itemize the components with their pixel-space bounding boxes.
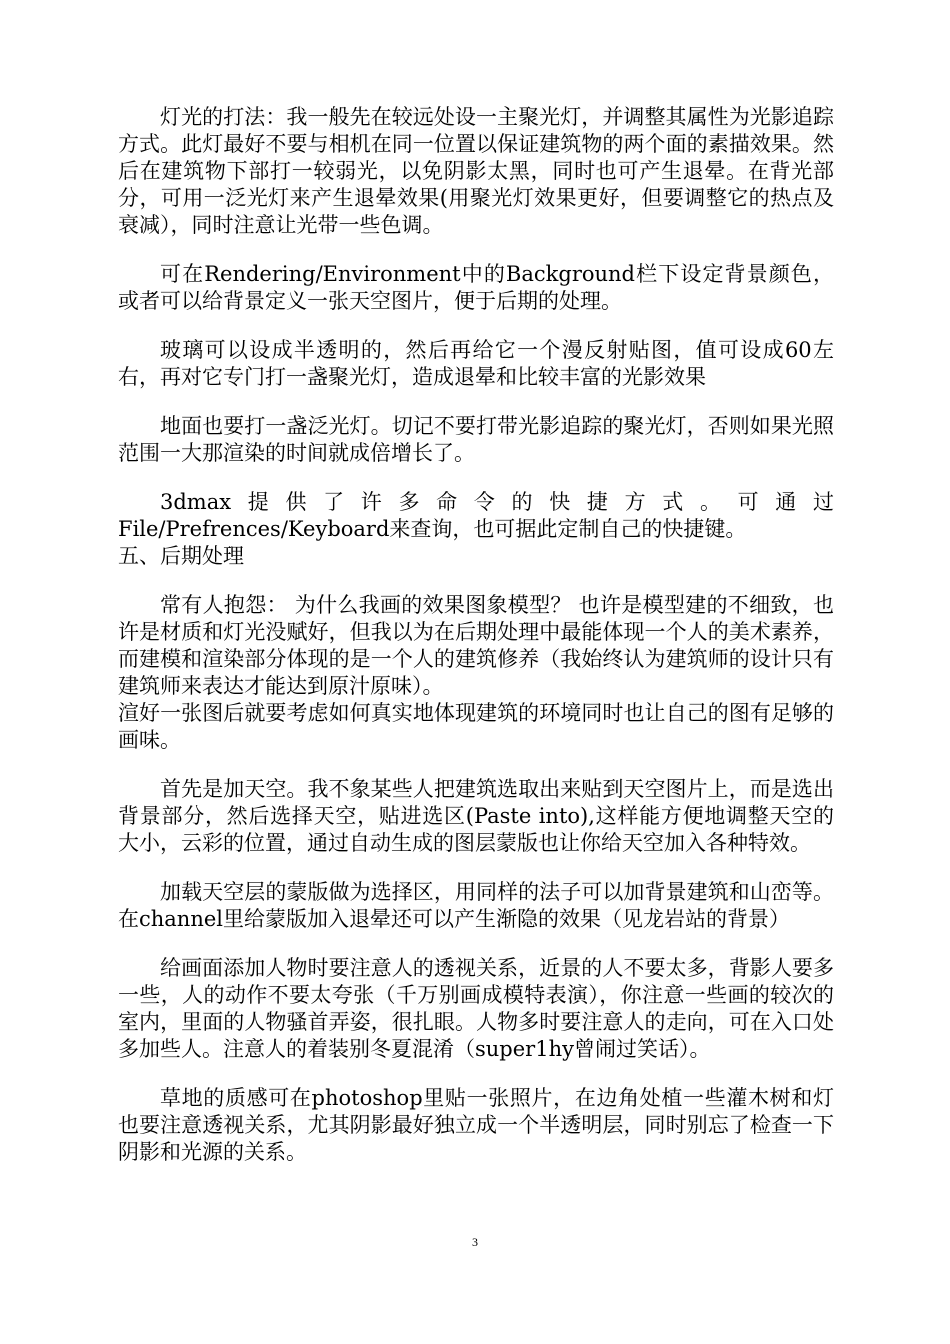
paragraph-sky: 首先是加天空。我不象某些人把建筑选取出来贴到天空图片上，而是选出背景部分，然后选择天空，贴进选区(Paste into),这样能方便地调整天空的大小，云彩的位置，通过自动生成的图层蒙版也让你给天空加入各种特效。 bbox=[118, 777, 834, 855]
paragraph-people: 给画面添加人物时要注意人的透视关系，近景的人不要太多，背影人要多一些，人的动作不要太夸张（千万别画成模特表演），你注意一些画的较次的室内，里面的人物骚首弄姿，很扎眼。人物多时要注意人的走向，可在入口处多加些人。注意人的着装别冬夏混淆（super1hy曾闹过笑话）。 bbox=[118, 956, 834, 1061]
page-content bbox=[118, 104, 834, 1188]
paragraph-lighting: 灯光的打法：我一般先在较远处设一主聚光灯，并调整其属性为光影追踪方式。此灯最好不要与相机在同一位置以保证建筑物的两个面的素描效果。然后在建筑物下部打一较弱光，以免阴影太黑，同时也可产生退晕。在背光部分，可用一泛光灯来产生退晕效果(用聚光灯效果更好，但要调整它的热点及衰减），同时注意让光带一些色调。 bbox=[118, 105, 834, 237]
paragraph-shortcuts: 3dmax提供了许多命令的快捷方式。可通过File/Prefrences/Keyboard来查询，也可据此定制自己的快捷键。 bbox=[118, 490, 834, 541]
page-number: 3 bbox=[472, 1235, 478, 1249]
paragraph-mask: 加载天空层的蒙版做为选择区，用同样的法子可以加背景建筑和山峦等。在channel里给蒙版加入退晕还可以产生渐隐的效果（见龙岩站的背景） bbox=[118, 880, 834, 931]
section-heading: 五、后期处理 bbox=[118, 544, 244, 568]
paragraph-ground: 地面也要打一盏泛光灯。切记不要打带光影追踪的聚光灯，否则如果光照范围一大那渲染的时间就成倍增长了。 bbox=[118, 414, 834, 465]
paragraph-environment: 渲好一张图后就要考虑如何真实地体现建筑的环境同时也让自己的图有足够的画味。 bbox=[118, 701, 834, 752]
paragraph-grass: 草地的质感可在photoshop里贴一张照片，在边角处植一些灌木树和灯也要注意透视关系，尤其阴影最好独立成一个半透明层，同时别忘了检查一下阴影和光源的关系。 bbox=[118, 1086, 834, 1164]
paragraph-background: 可在Rendering/Environment中的Background栏下设定背景颜色，或者可以给背景定义一张天空图片，便于后期的处理。 bbox=[118, 262, 834, 313]
paragraph-glass: 玻璃可以设成半透明的，然后再给它一个漫反射贴图，值可设成60左右，再对它专门打一盏聚光灯，造成退晕和比较丰富的光影效果 bbox=[118, 338, 834, 389]
paragraph-complaint: 常有人抱怨： 为什么我画的效果图象模型？ 也许是模型建的不细致，也许是材质和灯光没赋好，但我以为在后期处理中最能体现一个人的美术素养，而建模和渲染部分体现的是一个人的建筑修养（我始终认为建筑师的设计只有建筑师来表达才能达到原汁原味）。 bbox=[118, 593, 834, 698]
